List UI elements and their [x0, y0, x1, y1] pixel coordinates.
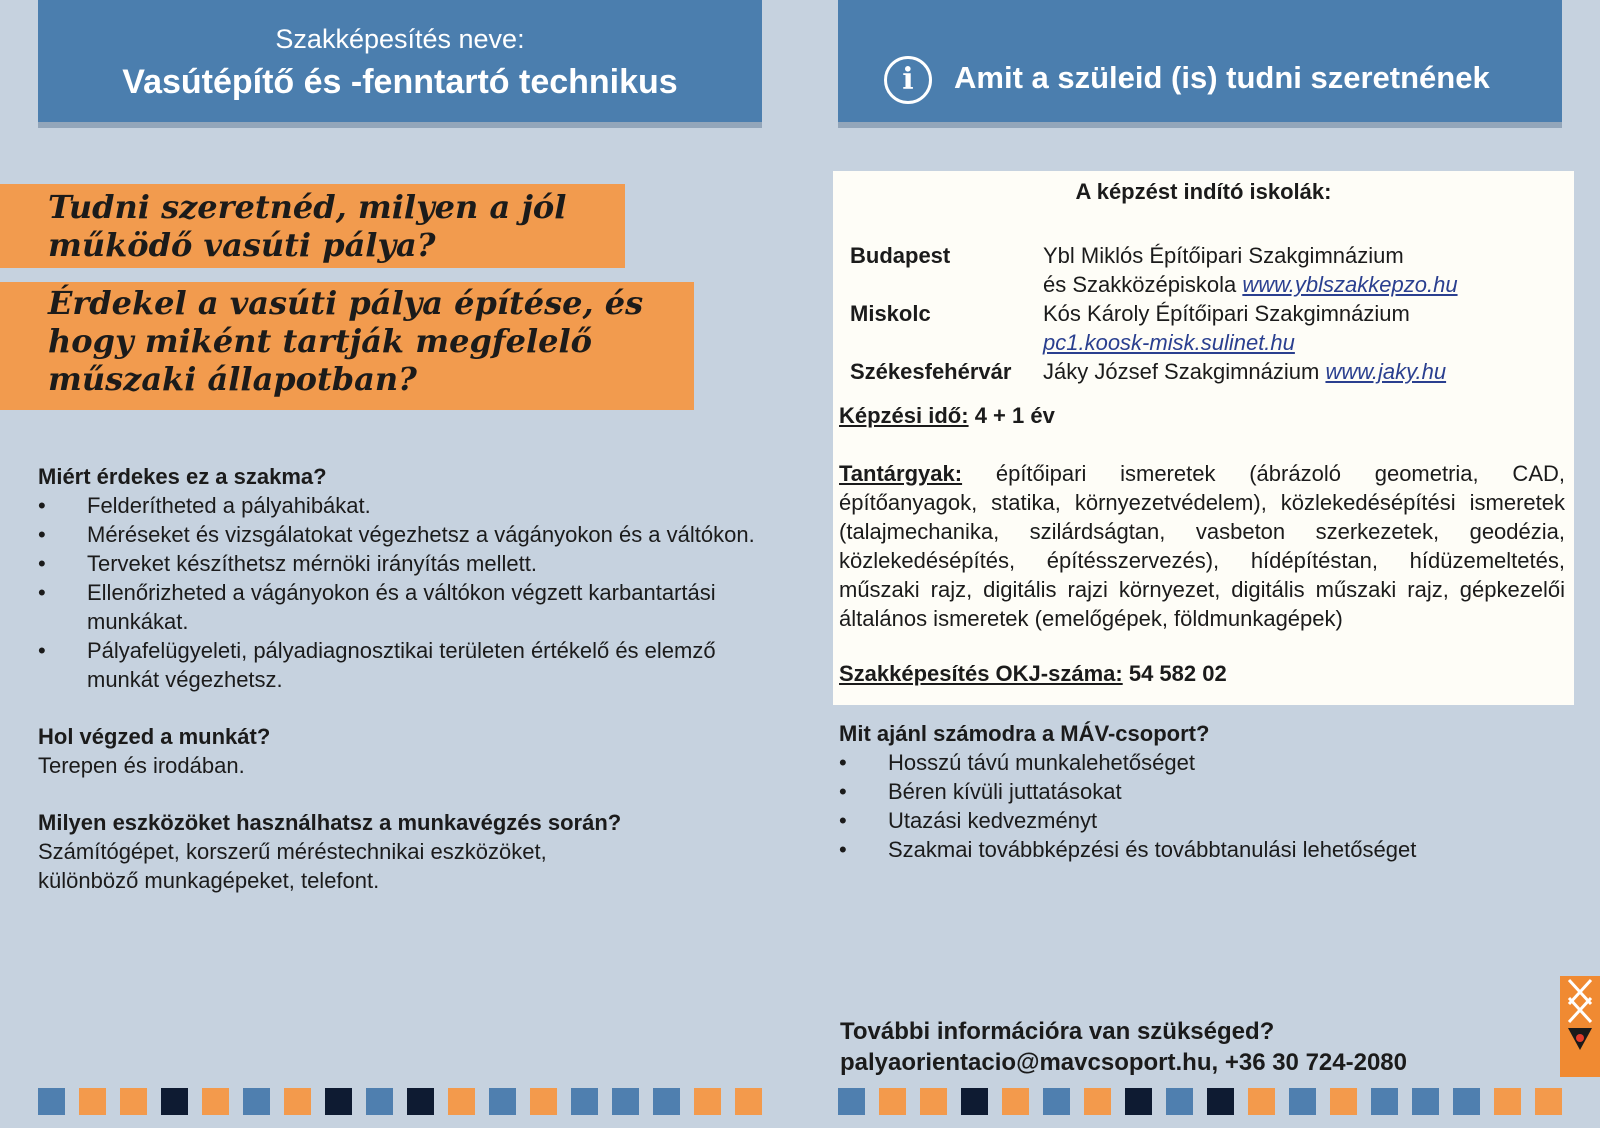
schools-title: A képzést indító iskolák:	[1075, 179, 1332, 204]
decorative-tile	[161, 1088, 188, 1115]
decorative-tile	[489, 1088, 516, 1115]
decorative-tile	[1412, 1088, 1439, 1115]
where-text: Terepen és irodában.	[38, 753, 245, 778]
school-name-text: Kós Károly Építőipari Szakgimnázium	[1043, 301, 1410, 326]
duration-label: Képzési idő:	[839, 403, 969, 428]
contact-block	[840, 1016, 1407, 1078]
mav-offer	[839, 719, 1559, 864]
decorative-tile	[1043, 1088, 1070, 1115]
school-name-text: és Szakközépiskola	[1043, 272, 1237, 297]
school-name-text: Ybl Miklós Építőipari Szakgimnázium	[1043, 243, 1404, 268]
highlight-text: hogy miként tartják megfelelő	[48, 322, 592, 360]
info-icon: i	[884, 56, 932, 104]
decorative-tile	[448, 1088, 475, 1115]
schools-list	[850, 241, 1560, 386]
mav-logo-graphic	[1560, 976, 1600, 1077]
why-heading: Miért érdekes ez a szakma?	[38, 464, 327, 489]
decorative-tile	[79, 1088, 106, 1115]
schools-card	[833, 171, 1574, 705]
decorative-tile	[1494, 1088, 1521, 1115]
okj-label: Szakképesítés OKJ-száma:	[839, 661, 1123, 686]
mav-logo-icon	[1560, 976, 1600, 1077]
decorative-tile	[1084, 1088, 1111, 1115]
mav-list	[839, 748, 1559, 864]
highlight-text: Érdekel a vasúti pálya építése, és	[48, 284, 644, 322]
header-left	[38, 0, 762, 122]
school-city: Székesfehérvár	[850, 359, 1012, 384]
decorative-tile	[571, 1088, 598, 1115]
tile-row-left	[38, 1088, 762, 1115]
school-link[interactable]: www.yblszakkepzo.hu	[1242, 272, 1458, 297]
tools-heading: Milyen eszközöket használhatsz a munkavégzés során?	[38, 810, 622, 835]
parents-info-title: Amit a szüleid (is) tudni szeretnének	[954, 60, 1490, 95]
subjects	[839, 459, 1565, 633]
decorative-tile	[120, 1088, 147, 1115]
list-item: • Hosszú távú munkalehetőséget	[839, 748, 1559, 777]
decorative-tile	[1453, 1088, 1480, 1115]
school-link[interactable]: www.jaky.hu	[1325, 359, 1447, 384]
qualification-label: Szakképesítés neve:	[275, 24, 525, 54]
list-item: • Felderítheted a pályahibákat.	[38, 491, 778, 520]
subjects-text: építőipari ismeretek (ábrázoló geometria, CAD, építőanyagok, statika, környezetvédelem), közlekedésépítési ismeretek (talajmechanika, szilárdságtan, vasbeton szerkezetek, geodézia, közlekedésépítés, építésszervezés), hídépítéstan, hídüzemeltetés, műszaki rajz, digitális rajzi környezet, digitális műszaki rajz, gépkezelői általános ismeretek (emelőgépek, földmunkagépek)	[839, 461, 1565, 631]
school-link[interactable]: pc1.koosk-misk.sulinet.hu	[1043, 330, 1295, 355]
decorative-tile	[1207, 1088, 1234, 1115]
list-item: • Utazási kedvezményt	[839, 806, 1559, 835]
decorative-tile	[920, 1088, 947, 1115]
school-row	[850, 357, 1560, 386]
okj-value: 54 582 02	[1128, 661, 1227, 686]
decorative-tile	[1535, 1088, 1562, 1115]
decorative-tile	[1289, 1088, 1316, 1115]
decorative-tile	[1125, 1088, 1152, 1115]
school-row	[850, 299, 1560, 357]
highlight-text: Tudni szeretnéd, milyen a jól	[48, 188, 567, 226]
decorative-tile	[1166, 1088, 1193, 1115]
highlight-text: műszaki állapotban?	[48, 360, 417, 398]
decorative-tile	[1371, 1088, 1398, 1115]
qualification-title: Vasútépítő és -fenntartó technikus	[122, 63, 678, 101]
tools-text-line: Számítógépet, korszerű méréstechnikai eszközöket,	[38, 839, 547, 864]
decorative-tile	[838, 1088, 865, 1115]
school-row	[850, 241, 1560, 299]
training-duration	[839, 401, 1055, 430]
decorative-tile	[961, 1088, 988, 1115]
decorative-tile	[653, 1088, 680, 1115]
decorative-tile	[38, 1088, 65, 1115]
subjects-label: Tantárgyak:	[839, 461, 963, 486]
decorative-tile	[366, 1088, 393, 1115]
school-city: Budapest	[850, 243, 951, 268]
decorative-tile	[202, 1088, 229, 1115]
list-item: • Béren kívüli juttatásokat	[839, 777, 1559, 806]
tools-text-line: különböző munkagépeket, telefont.	[38, 868, 380, 893]
decorative-tile	[694, 1088, 721, 1115]
decorative-tile	[243, 1088, 270, 1115]
decorative-tile	[407, 1088, 434, 1115]
header-right	[838, 0, 1562, 122]
where-heading: Hol végzed a munkát?	[38, 724, 271, 749]
decorative-tile	[1330, 1088, 1357, 1115]
contact-details[interactable]: palyaorientacio@mavcsoport.hu, +36 30 724-2080	[840, 1049, 1407, 1076]
highlight-text: működő vasúti pálya?	[48, 226, 436, 264]
list-item: • Terveket készíthetsz mérnöki irányítás mellett.	[38, 549, 778, 578]
decorative-tile	[530, 1088, 557, 1115]
decorative-tile	[735, 1088, 762, 1115]
okj-number	[839, 659, 1227, 688]
decorative-tile	[284, 1088, 311, 1115]
why-list	[38, 491, 778, 694]
decorative-tile	[1002, 1088, 1029, 1115]
decorative-tile	[325, 1088, 352, 1115]
list-item: • Ellenőrizheted a vágányokon és a váltókon végzett karbantartási munkákat.	[38, 578, 787, 636]
school-city: Miskolc	[850, 301, 931, 326]
list-item: • Szakmai továbbképzési és továbbtanulási lehetőséget	[839, 835, 1559, 864]
school-name	[1043, 357, 1560, 386]
list-item: • Méréseket és vizsgálatokat végezhetsz a vágányokon és a váltókon.	[38, 520, 778, 549]
highlight-box-2	[0, 282, 694, 410]
decorative-tile	[1248, 1088, 1275, 1115]
list-item: • Pályafelügyeleti, pályadiagnosztikai területen értékelő és elemző munkát végezhetsz.	[38, 636, 787, 694]
school-name	[1043, 299, 1560, 357]
left-column	[38, 462, 778, 895]
mav-heading: Mit ajánl számodra a MÁV-csoport?	[839, 721, 1210, 746]
highlight-box-1	[0, 184, 625, 268]
school-name	[1043, 241, 1560, 299]
decorative-tile	[612, 1088, 639, 1115]
duration-value: 4 + 1 év	[974, 403, 1055, 428]
tile-row-right	[838, 1088, 1562, 1115]
decorative-tile	[879, 1088, 906, 1115]
school-name-text: Jáky József Szakgimnázium	[1043, 359, 1320, 384]
contact-question: További információra van szükséged?	[840, 1018, 1275, 1045]
